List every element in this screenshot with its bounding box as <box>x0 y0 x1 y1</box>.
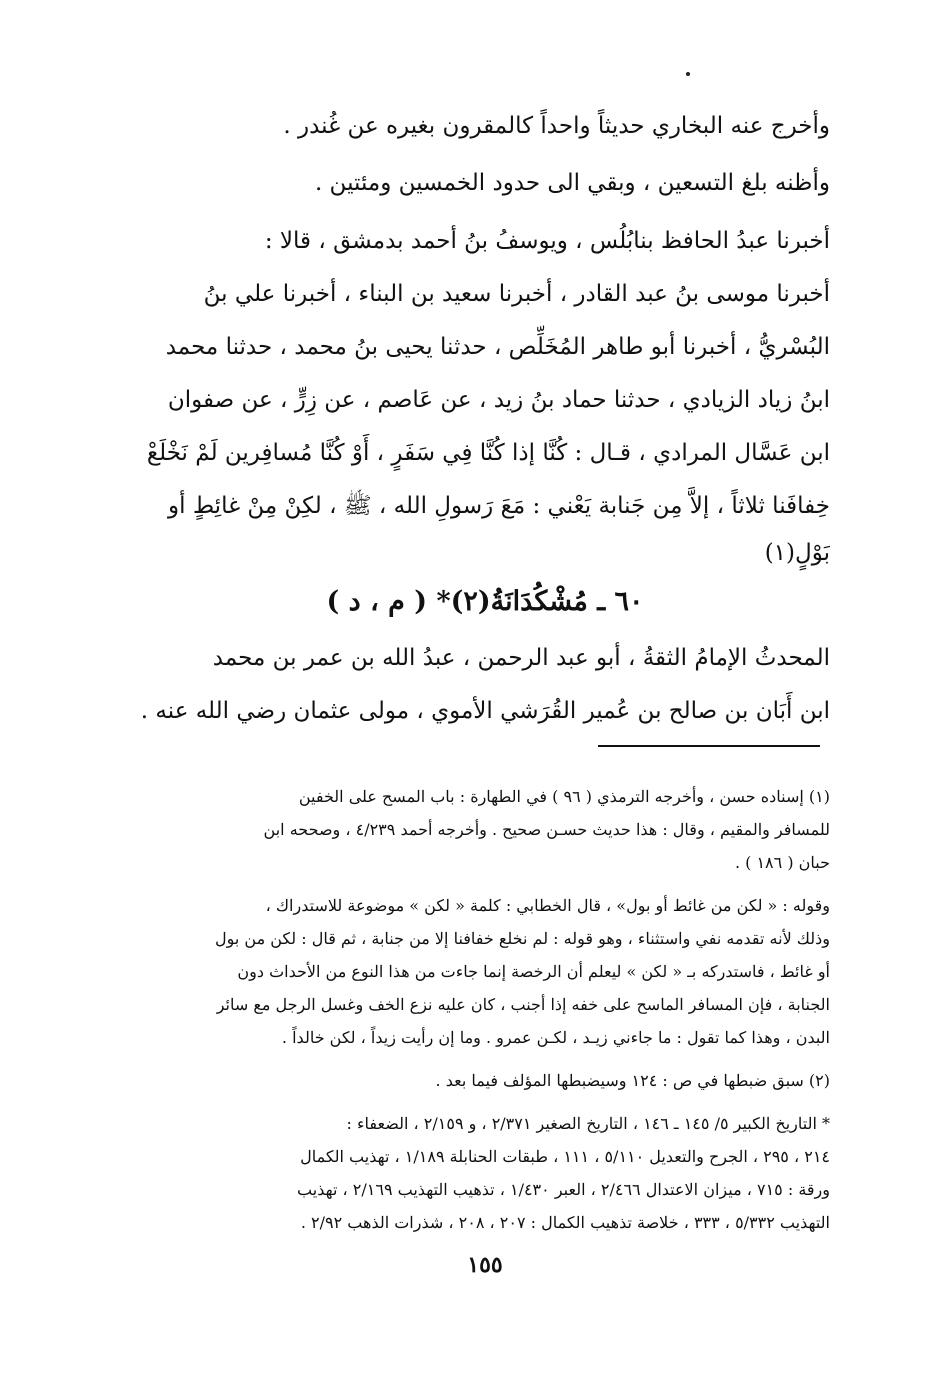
print-speck <box>686 72 690 76</box>
text-line: ابنُ زياد الزيادي ، حدثنا حماد بنُ زيد ، عن عَاصم ، عن زِرٍّ ، عن صفوان <box>167 387 830 413</box>
footnote-line: ٢١٤ ، ٢٩٥ ، الجرح والتعديل ٥/١١٠ ، ١١١ ، طبقات الحنابلة ١/١٨٩ ، تهذيب الكمال <box>300 1147 830 1166</box>
footnote-line: (١) إسناده حسن ، وأخرجه الترمذي ( ٩٦ ) في الطهارة : باب المسح على الخفين <box>298 787 830 806</box>
text-line: ابن أَبَان بن صالح بن عُمير القُرَشي الأموي ، مولى عثمان رضي الله عنه . <box>140 698 830 724</box>
entry-heading: ٦٠ ـ مُشْكُدَانَةُ(٢)* ( م ، د ) <box>326 586 644 617</box>
footnote-line: التهذيب ٥/٣٣٢ ، ٣٣٣ ، خلاصة تذهيب الكمال : ٢٠٧ ، ٢٠٨ ، شذرات الذهب ٢/٩٢ . <box>300 1213 830 1232</box>
text-line: وأخرج عنه البخاري حديثاً واحداً كالمقرون بغيره عن غُندر . <box>283 113 830 139</box>
footnote-2 <box>140 1064 830 1097</box>
text-line: أخبرنا عبدُ الحافظ بنابُلُس ، ويوسفُ بنُ أحمد بدمشق ، قالا : <box>264 228 830 254</box>
text-line: خِفافَنا ثلاثاً ، إلاَّ مِن جَنابة يَعْني : مَعَ رَسولِ الله ، ﷺ ، لكِنْ مِنْ غائِطٍ أو <box>168 493 830 519</box>
footnote-line: وذلك لأنه تقدمه نفي واستثناء ، وهو قوله : لم نخلع خفافنا إلا من جنابة ، ثم قال : لكن من بول <box>214 929 830 948</box>
footnote-1 <box>140 780 830 879</box>
footnote-line: (٢) سبق ضبطها في ص : ١٢٤ وسيضبطها المؤلف فيما بعد . <box>435 1071 830 1090</box>
footnote-1-commentary <box>140 889 830 1054</box>
footnote-sources <box>140 1107 830 1239</box>
biography-paragraph <box>140 632 830 738</box>
text-line: ابن عَسَّال المرادي ، قـال : كُنَّا إذا كُنَّا فِي سَفَرٍ ، أَوْ كُنَّا مُسافِرين لَمْ نَخْلَعْ <box>146 440 830 466</box>
text-line: بَوْلٍ(١) <box>764 540 830 566</box>
footnote-line: البدن ، وهذا كما تقول : ما جاءني زيـد ، لكـن عمرو . وما إن رأيت زيداً ، لكن خالداً . <box>281 1028 830 1047</box>
footnote-line: * التاريخ الكبير ٥/ ١٤٥ ـ ١٤٦ ، التاريخ الصغير ٢/٣٧١ ، و ٢/١٥٩ ، الضعفاء : <box>346 1114 830 1133</box>
footnote-line: ورقة : ٧١٥ ، ميزان الاعتدال ٢/٤٦٦ ، العبر ١/٤٣٠ ، تذهيب التهذيب ٢/١٦٩ ، تهذيب <box>297 1180 830 1199</box>
footnote-line: وقوله : « لكن من غائط أو بول» ، قال الخطابي : كلمة « لكن » موضوعة للاستدراك ، <box>265 896 830 915</box>
page-number: ١٥٥ <box>467 1252 503 1278</box>
text-line: أخبرنا موسى بنُ عبد القادر ، أخبرنا سعيد بن البناء ، أخبرنا علي بنُ <box>203 281 830 307</box>
text-line: البُسْريُّ ، أخبرنا أبو طاهر المُخَلِّص ، حدثنا يحيى بنُ محمد ، حدثنا محمد <box>165 334 830 360</box>
footnote-line: الجنابة ، فإن المسافر الماسح على خفه إذا أجنب ، كان عليه نزع الخف وغسل الرجل مع سائر <box>216 995 830 1014</box>
intro-paragraph <box>140 98 830 212</box>
footnotes <box>140 780 830 1239</box>
footnote-line: حبان ( ١٨٦ ) . <box>734 853 830 872</box>
footnote-separator <box>598 745 820 747</box>
text-line: المحدثُ الإمامُ الثقةُ ، أبو عبد الرحمن ، عبدُ الله بن عمر بن محمد <box>212 645 830 671</box>
isnad-paragraph <box>140 215 830 573</box>
text-line: وأظنه بلغ التسعين ، وبقي الى حدود الخمسين ومئتين . <box>314 170 830 196</box>
footnote-line: للمسافر والمقيم ، وقال : هذا حديث حسـن صحيح . وأخرجه أحمد ٤/٢٣٩ ، وصححه ابن <box>263 820 830 839</box>
footnote-line: أو غائط ، فاستدركه بـ « لكن » ليعلم أن الرخصة إنما جاءت من هذا النوع من الأحداث دون <box>237 962 830 981</box>
